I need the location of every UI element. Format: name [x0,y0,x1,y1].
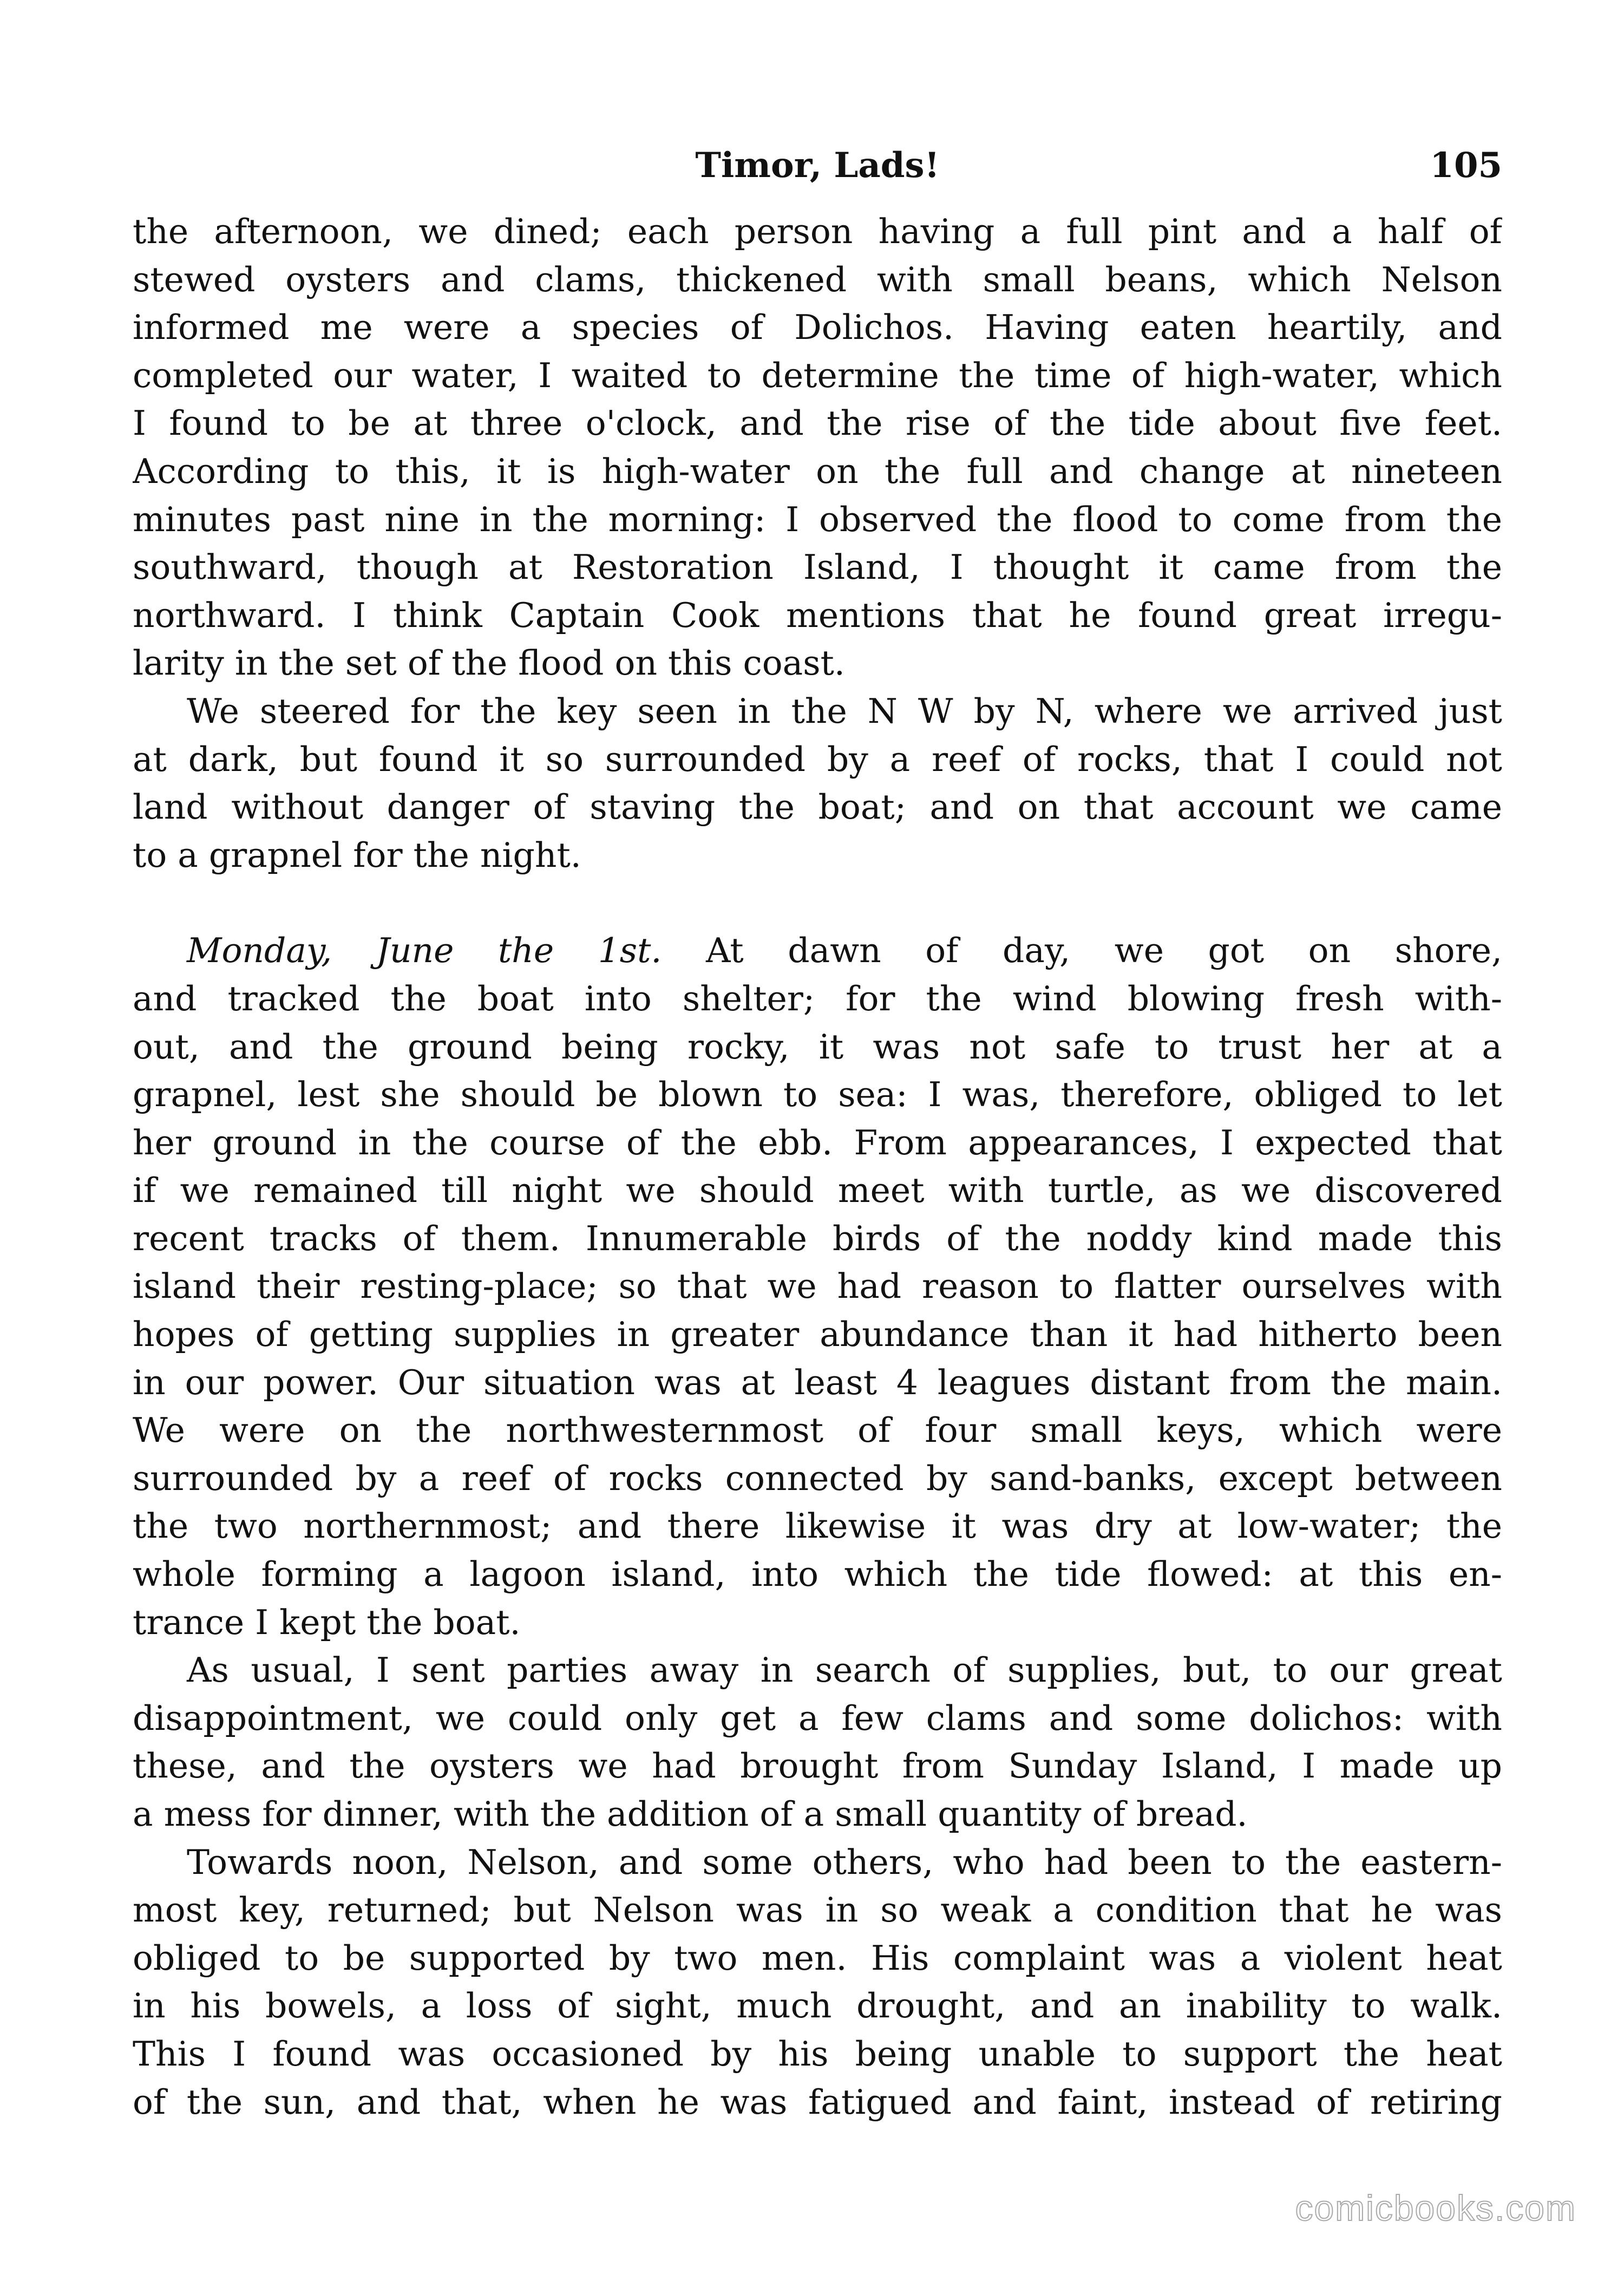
text-line: whole forming a lagoon island, into which the tide flowed: at this en- [133,1554,1502,1595]
text-line: land without danger of staving the boat; and on that account we came [133,787,1502,827]
text-span: At dawn of day, we got on shore, [662,931,1502,971]
text-line [133,927,1502,975]
text-line: We steered for the key seen in the N W by N, where we arrived just [187,691,1502,731]
page-number: 105 [1430,145,1502,186]
paragraph [133,1839,1502,2127]
text-line: Towards noon, Nelson, and some others, who had been to the eastern- [187,1842,1502,1882]
text-line: This I found was occasioned by his being unable to support the heat [133,2034,1502,2074]
text-line: island their resting-place; so that we had reason to flatter ourselves with [133,1266,1502,1306]
text-line: larity in the set of the flood on this coast. [133,643,845,683]
text-line: her ground in the course of the ebb. From appearances, I expected that [133,1122,1502,1162]
entry-date: Monday, June the 1st. [187,931,662,971]
text-line: to a grapnel for the night. [133,835,581,875]
text-line: if we remained till night we should meet with turtle, as we discovered [133,1171,1502,1211]
running-title: Timor, Lads! [695,145,940,186]
text-line: these, and the oysters we had brought from Sunday Island, I made up [133,1746,1502,1786]
text-line: most key, returned; but Nelson was in so weak a condition that he was [133,1890,1502,1930]
paragraph [133,1646,1502,1838]
text-line: out, and the ground being rocky, it was not safe to trust her at a [133,1027,1502,1067]
section-gap [133,879,1502,927]
paragraph [133,927,1502,1646]
text-line: recent tracks of them. Innumerable birds of the noddy kind made this [133,1218,1502,1258]
text-line: minutes past nine in the morning: I observed the flood to come from the [133,499,1502,539]
text-line: grapnel, lest she should be blown to sea: I was, therefore, obliged to let [133,1075,1502,1115]
text-line: of the sun, and that, when he was fatigued and faint, instead of retiring [133,2082,1502,2122]
text-line: the two northernmost; and there likewise it was dry at low-water; the [133,1506,1502,1546]
text-line: the afternoon, we dined; each person having a full pint and a half of [133,212,1502,251]
watermark: comicbooks.com [1295,2188,1576,2228]
text-line: I found to be at three o'clock, and the rise of the tide about five feet. [133,403,1502,443]
paragraph [133,208,1502,688]
text-line: informed me were a species of Dolichos. Having eaten heartily, and [133,308,1502,348]
text-line: completed our water, I waited to determine the time of high-water, which [133,355,1502,395]
text-line: obliged to be supported by two men. His complaint was a violent heat [133,1938,1502,1978]
text-line: According to this, it is high-water on the full and change at nineteen [133,451,1502,491]
text-line: a mess for dinner, with the addition of a small quantity of bread. [133,1794,1248,1834]
text-line: stewed oysters and clams, thickened with small beans, which Nelson [133,259,1502,299]
text-line: disappointment, we could only get a few clams and some dolichos: with [133,1698,1502,1738]
page-header [133,140,1502,192]
text-line: We were on the northwesternmost of four small keys, which were [133,1410,1502,1450]
text-line: As usual, I sent parties away in search of supplies, but, to our great [187,1650,1502,1690]
text-line: northward. I think Captain Cook mentions that he found great irregu- [133,595,1502,635]
text-line: and tracked the boat into shelter; for the wind blowing fresh with- [133,978,1502,1018]
text-line: in his bowels, a loss of sight, much drought, and an inability to walk. [133,1986,1502,2026]
text-line: trance I kept the boat. [133,1602,521,1642]
text-line: southward, though at Restoration Island, I thought it came from the [133,547,1502,587]
paragraph [133,688,1502,879]
text-line: at dark, but found it so surrounded by a reef of rocks, that I could not [133,739,1502,779]
text-line: in our power. Our situation was at least 4 leagues distant from the main. [133,1362,1502,1402]
body-text [133,208,1502,2126]
text-line: hopes of getting supplies in greater abundance than it had hitherto been [133,1315,1502,1355]
text-line: surrounded by a reef of rocks connected by sand-banks, except between [133,1458,1502,1498]
